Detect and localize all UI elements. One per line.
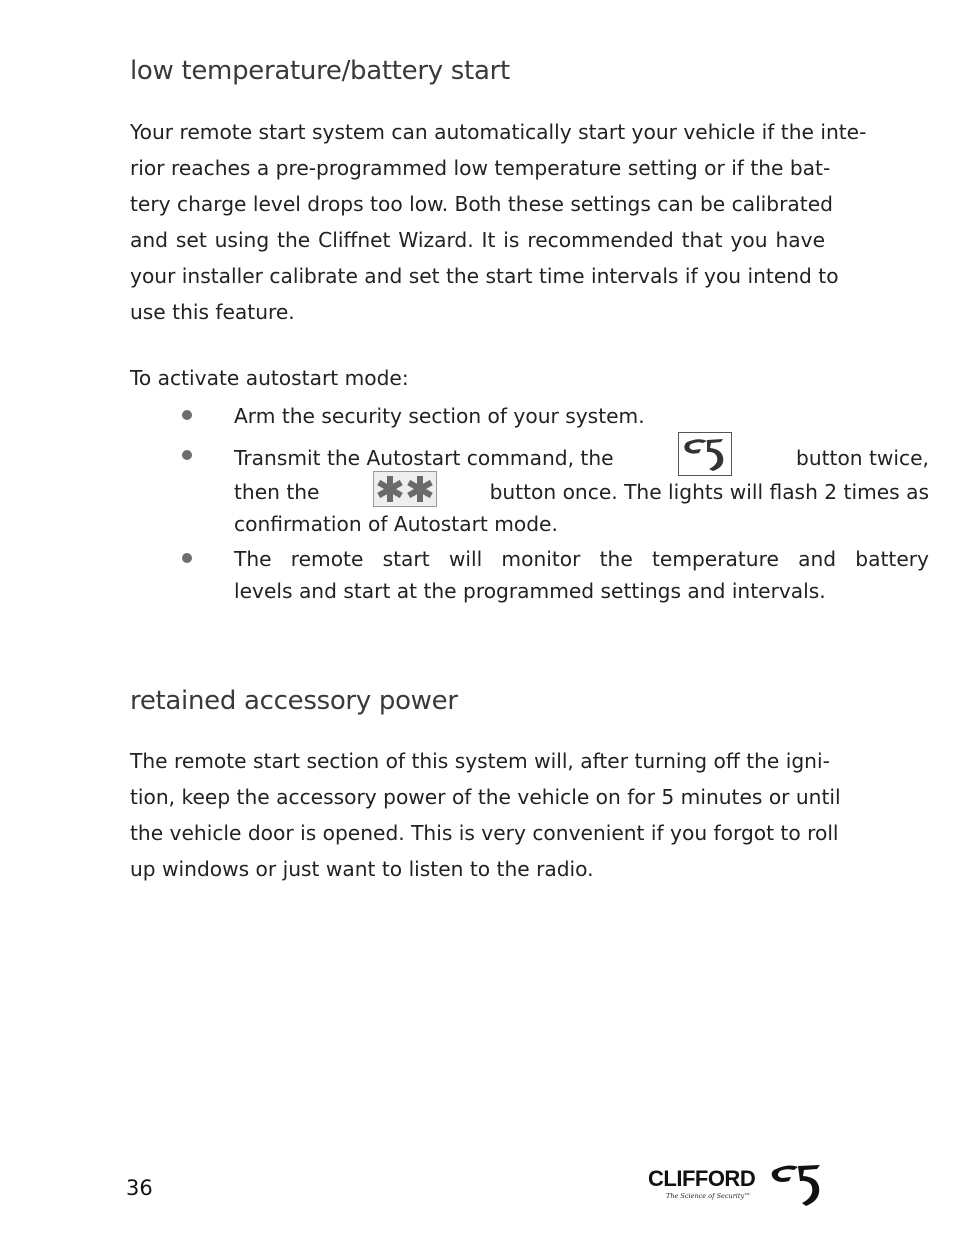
- list-item: [130, 543, 929, 607]
- paragraph-low-temperature: [130, 114, 867, 330]
- bullet-icon: [182, 553, 192, 563]
- step-text: confirmation of Autostart mode.: [234, 512, 558, 536]
- paragraph-line: rior reaches a pre-programmed low temperature setting or if the bat-: [130, 156, 831, 180]
- page-number: 36: [126, 1176, 153, 1200]
- bullet-icon: [182, 450, 192, 460]
- paragraph-line: your installer calibrate and set the start time intervals if you intend to: [130, 264, 839, 288]
- paragraph-line: tery charge level drops too low. Both these settings can be calibrated: [130, 192, 833, 216]
- step-text: Arm the security section of your system.: [234, 404, 645, 428]
- step-text: The remote start will monitor the temperature and battery: [234, 547, 929, 571]
- section-title-retained-accessory-power: retained accessory power: [130, 686, 458, 716]
- g5-logo-button-icon: [678, 432, 732, 476]
- g5-logo-icon: [768, 1160, 828, 1210]
- step-text: button once. The lights will flash 2 times as: [489, 480, 929, 504]
- paragraph-line: Your remote start system can automatically start your vehicle if the inte-: [130, 120, 867, 144]
- paragraph-line: use this feature.: [130, 300, 295, 324]
- double-asterisk-button-icon: [373, 471, 437, 507]
- step-line: [234, 476, 929, 508]
- bullet-icon: [182, 410, 192, 420]
- clifford-g5-logo: [648, 1160, 828, 1210]
- step-text: button twice,: [796, 446, 929, 470]
- list-item: [130, 440, 929, 540]
- paragraph-line: the vehicle door is opened. This is very convenient if you forgot to roll: [130, 821, 839, 845]
- paragraph-line: The remote start section of this system will, after turning off the igni-: [130, 749, 830, 773]
- list-item: [130, 400, 929, 432]
- section-title-low-temperature: low temperature/battery start: [130, 56, 510, 86]
- logo-tagline: The Science of Security™: [666, 1192, 751, 1200]
- logo-wordmark: CLIFFORD: [648, 1166, 756, 1191]
- step-text: levels and start at the programmed settings and intervals.: [234, 579, 826, 603]
- paragraph-retained-accessory-power: [130, 743, 841, 887]
- autostart-intro: To activate autostart mode:: [130, 366, 409, 390]
- paragraph-line: tion, keep the accessory power of the vehicle on for 5 minutes or until: [130, 785, 841, 809]
- step-line: [234, 440, 929, 476]
- step-text: then the: [234, 480, 320, 504]
- paragraph-line: and set using the Cliffnet Wizard. It is recommended that you have: [130, 228, 825, 252]
- paragraph-line: up windows or just want to listen to the radio.: [130, 857, 594, 881]
- step-text: Transmit the Autostart command, the: [234, 446, 614, 470]
